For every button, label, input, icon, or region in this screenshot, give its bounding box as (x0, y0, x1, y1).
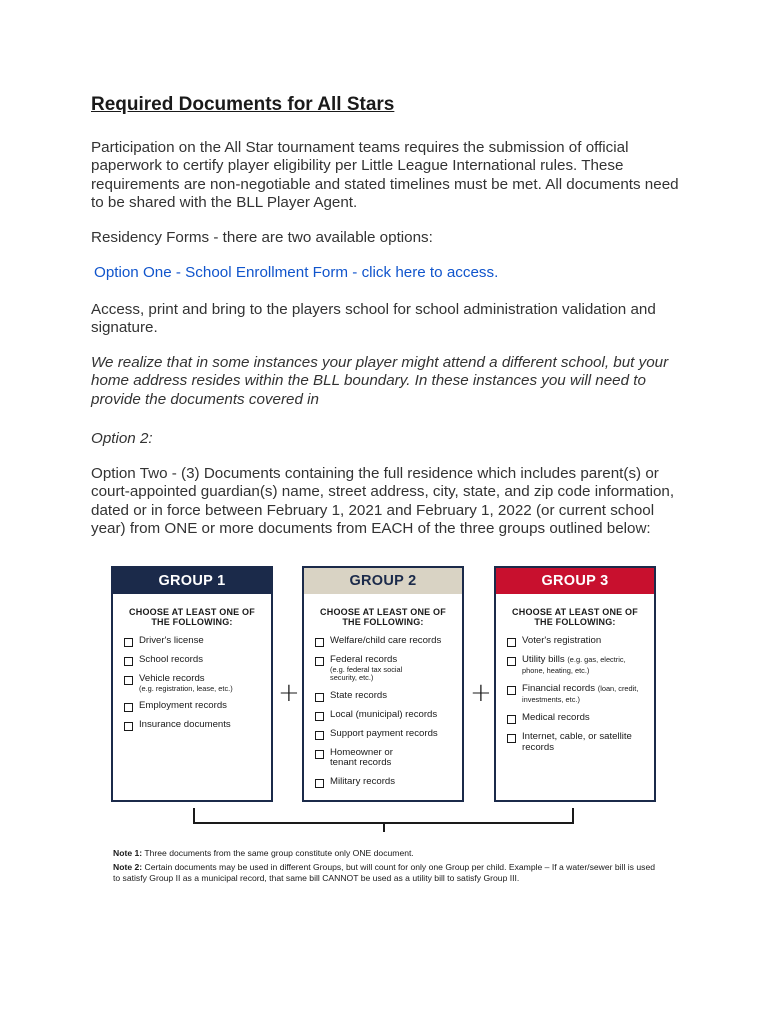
checkbox-icon (315, 712, 324, 721)
item-text (139, 674, 233, 693)
item-label: Employment records (139, 700, 227, 711)
checkbox-icon (124, 657, 133, 666)
item-label: School records (139, 654, 203, 665)
list-item (507, 684, 654, 705)
checkbox-icon (315, 779, 324, 788)
checkbox-icon (124, 676, 133, 685)
item-label: Driver's license (139, 635, 204, 646)
group-3-list (507, 636, 654, 753)
italic-note-paragraph: We realize that in some instances your player might attend a different school, but your home address resides within the BLL boundary. In these instances you will need to provide the documents covered in (91, 354, 669, 408)
list-item (124, 701, 271, 712)
item-text (522, 684, 647, 705)
option-2-label: Option 2: (91, 430, 153, 447)
item-text (330, 655, 410, 683)
option-two-paragraph: Option Two - (3) Documents containing the full residence which includes parent(s) or court-appointed guardian(s) name, street address, city, state, and zip code information, dated or in force between February 1, 2021 and February 1, 2022 (or current school year) from ONE or more documents from EACH of the three groups outlined below: (91, 465, 675, 538)
residency-paragraph: Residency Forms - there are two available options: (91, 229, 433, 246)
group-3-instruction-line2: THE FOLLOWING: (534, 617, 616, 627)
group-1-instruction (113, 607, 271, 627)
group-1-heading: GROUP 1 (113, 568, 271, 594)
checkbox-icon (507, 734, 516, 743)
item-label: Voter's registration (522, 635, 602, 646)
checkbox-icon (315, 731, 324, 740)
list-item (507, 655, 654, 676)
bracket-tick (383, 822, 385, 832)
group-2-list (315, 636, 462, 788)
item-text (522, 655, 642, 676)
list-item (315, 777, 462, 788)
item-label: Support payment records (330, 727, 438, 739)
option-one-link[interactable]: Option One - School Enrollment Form - click here to access. (94, 264, 499, 281)
list-item (315, 729, 462, 740)
list-item (124, 636, 271, 647)
list-item (124, 720, 271, 731)
group-2-box (302, 566, 464, 802)
list-item (315, 636, 462, 647)
plus-icon: + (470, 678, 492, 708)
checkbox-icon (315, 638, 324, 647)
item-sublabel: (loan, credit, investments, etc.) (522, 684, 639, 704)
checkbox-icon (507, 715, 516, 724)
intro-paragraph: Participation on the All Star tournament teams requires the submission of official paperwork to certify player eligibility per Little League International rules. These requirements are non-negotiable and stated timelines must be met. All documents need to be shared with the BLL Player Agent. (91, 139, 679, 212)
item-label: Utility bills (522, 654, 565, 665)
group-3-instruction (496, 607, 654, 627)
group-2-instruction-line1: CHOOSE AT LEAST ONE OF (320, 607, 446, 617)
group-1-instruction-line1: CHOOSE AT LEAST ONE OF (129, 607, 255, 617)
item-sublabel: (e.g. gas, electric, phone, heating, etc.) (522, 655, 626, 675)
group-3-instruction-line1: CHOOSE AT LEAST ONE OF (512, 607, 638, 617)
item-label: Military records (330, 775, 396, 787)
item-label: Medical records (522, 712, 590, 723)
item-label: Welfare/child care records (330, 635, 442, 646)
checkbox-icon (507, 686, 516, 695)
page-title: Required Documents for All Stars (91, 94, 395, 115)
note-1-label: Note 1: (113, 848, 143, 858)
note-1 (113, 848, 658, 859)
list-item (315, 748, 462, 769)
list-item (315, 691, 462, 702)
item-sublabel: (e.g. federal tax social security, etc.) (330, 664, 403, 682)
notes-section (113, 848, 658, 884)
group-1-list (124, 636, 271, 731)
group-1-box (111, 566, 273, 802)
checkbox-icon (315, 750, 324, 759)
checkbox-icon (507, 638, 516, 647)
note-1-text: Three documents from the same group constitute only ONE document. (144, 848, 414, 858)
note-2-label: Note 2: (113, 862, 143, 872)
group-2-instruction-line2: THE FOLLOWING: (342, 617, 424, 627)
group-3-heading: GROUP 3 (496, 568, 654, 594)
list-item (507, 713, 654, 724)
list-item (315, 710, 462, 721)
item-label: Insurance documents (139, 719, 231, 730)
checkbox-icon (315, 693, 324, 702)
item-label: Local (municipal) records (330, 708, 438, 720)
item-label: Financial records (522, 683, 596, 694)
note-2-text: Certain documents may be used in different Groups, but will count for only one Group per child. Example – If a water/sewer bill is used to satisfy Group II as a municipal record, that same bill CANNOT be used as a utility bill to satisfy Group III. (113, 862, 656, 883)
item-sublabel: (e.g. registration, lease, etc.) (139, 683, 233, 693)
list-item (507, 636, 654, 647)
item-label: Homeowner or tenant records (330, 746, 393, 768)
list-item (315, 655, 462, 683)
checkbox-icon (124, 722, 133, 731)
list-item (507, 732, 654, 753)
group-3-box (494, 566, 656, 802)
note-2 (113, 862, 658, 884)
item-label: Federal records (330, 654, 398, 665)
checkbox-icon (124, 703, 133, 712)
checkbox-icon (124, 638, 133, 647)
group-1-instruction-line2: THE FOLLOWING: (151, 617, 233, 627)
access-paragraph: Access, print and bring to the players school for school administration validation and signature. (91, 301, 656, 337)
plus-icon: + (278, 678, 300, 708)
group-2-instruction (304, 607, 462, 627)
list-item (124, 655, 271, 666)
group-2-heading: GROUP 2 (304, 568, 462, 594)
item-label: Internet, cable, or satellite records (522, 731, 632, 753)
list-item (124, 674, 271, 693)
item-label: Vehicle records (139, 673, 205, 684)
checkbox-icon (315, 657, 324, 666)
checkbox-icon (507, 657, 516, 666)
item-label: State records (330, 689, 388, 701)
